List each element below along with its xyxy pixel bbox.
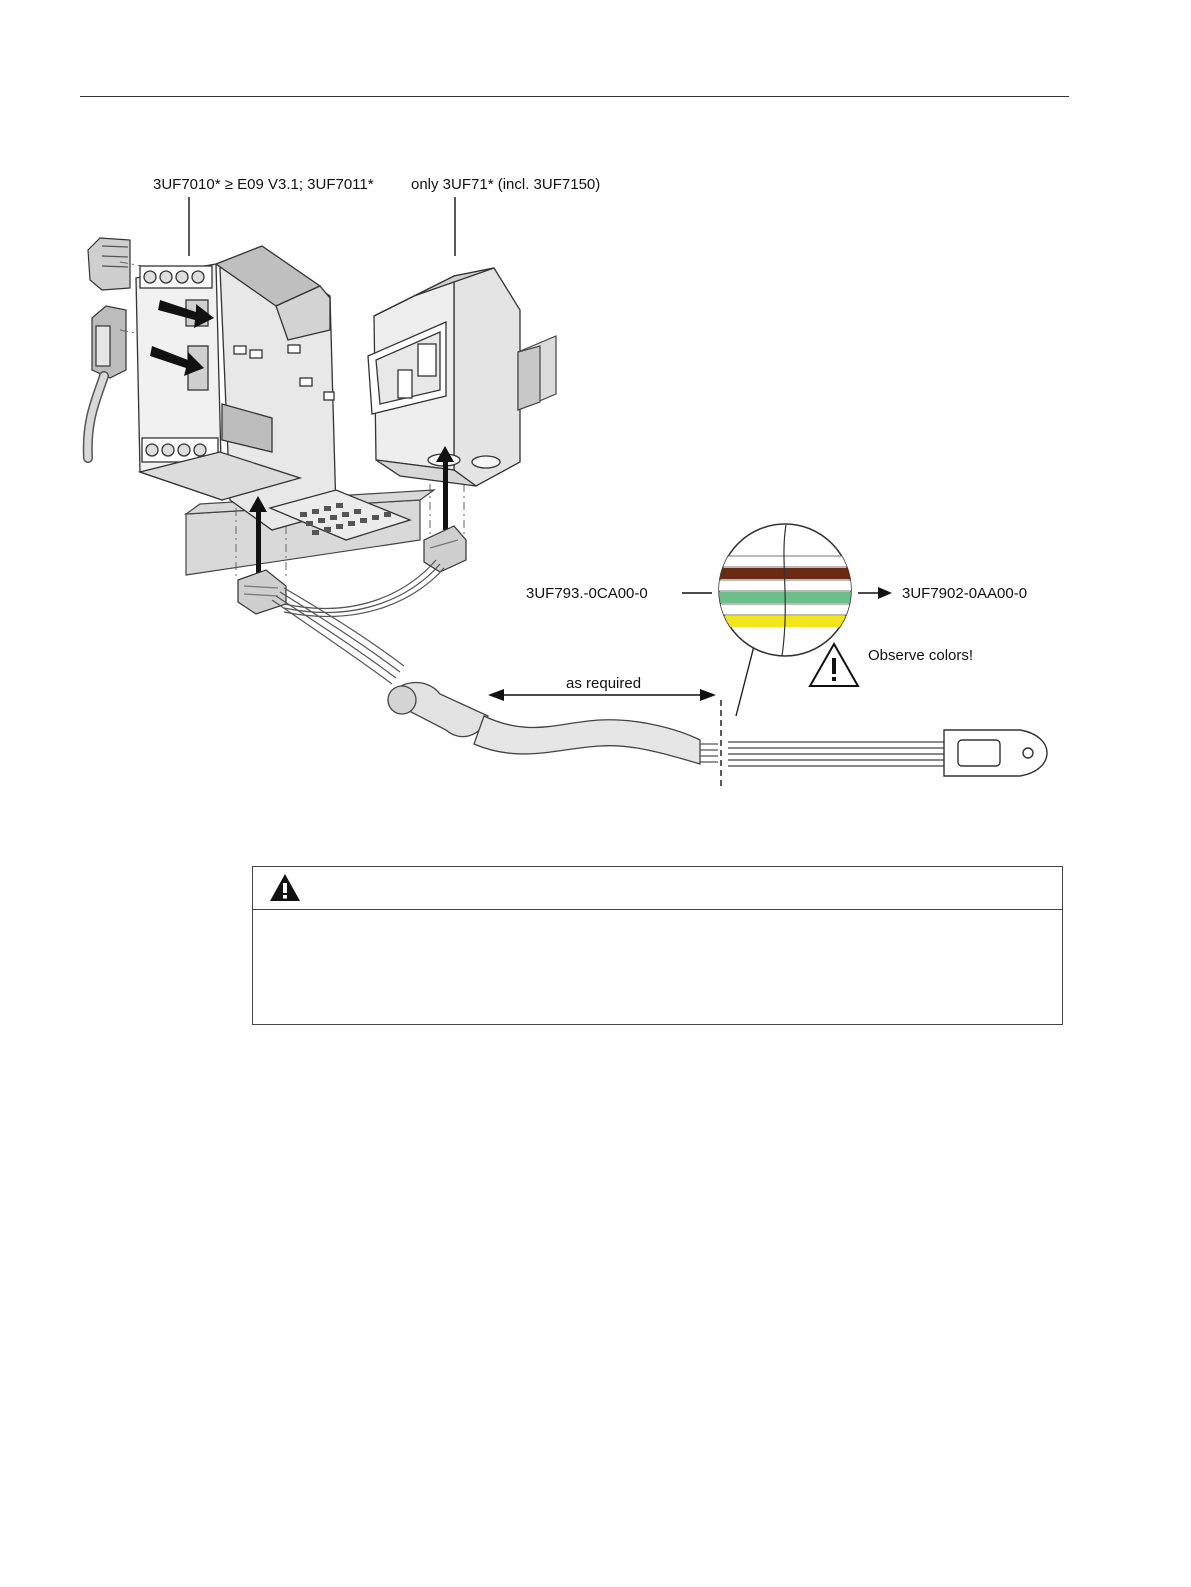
length-label: as required <box>566 675 642 692</box>
terminal-row-top <box>140 266 212 288</box>
up-arrow-right <box>436 446 454 530</box>
cable-in-label: 3UF793.-0CA00-0 <box>526 585 648 602</box>
sensor-cable <box>728 742 946 766</box>
wire-band <box>715 556 855 567</box>
ribbon-connector-left <box>238 570 286 614</box>
left-device-label: 3UF7010* ≥ E09 V3.1; 3UF7011* <box>153 176 374 193</box>
ribbon-cable <box>272 560 444 684</box>
right-device-label: only 3UF71* (incl. 3UF7150) <box>411 176 601 193</box>
magnifier-leader <box>736 646 754 716</box>
observe-colors-label: Observe colors! <box>868 647 974 664</box>
wire-color-magnifier <box>715 524 855 656</box>
cable-out-label: 3UF7902-0AA00-0 <box>902 585 1028 602</box>
din-rail-right <box>518 336 556 410</box>
warning-header <box>253 867 1062 910</box>
warning-triangle-icon <box>269 873 301 903</box>
sensor-plug-left <box>88 306 126 458</box>
outer-cable <box>474 716 700 764</box>
wire-ends <box>700 744 718 762</box>
temperature-sensor <box>944 730 1047 776</box>
out-arrow <box>858 587 892 599</box>
cable-sleeve <box>388 683 488 737</box>
warning-box <box>252 866 1063 1025</box>
observe-warning-icon <box>810 644 858 686</box>
clip-on-module <box>88 238 130 290</box>
